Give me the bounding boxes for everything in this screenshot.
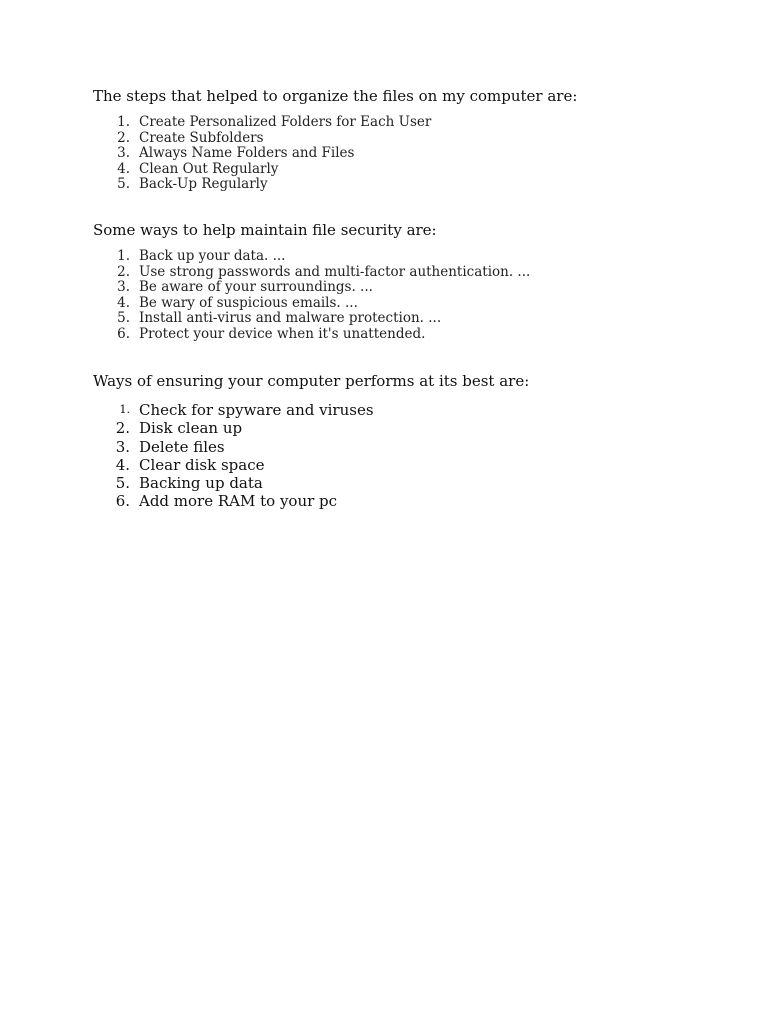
list-number: 3.	[115, 437, 130, 456]
list-number: 4.	[115, 455, 130, 474]
list-number: 1.	[117, 114, 130, 130]
list-item-text: Backing up data	[139, 474, 263, 493]
section-heading-performance: Ways of ensuring your computer performs at its best are:	[93, 372, 530, 390]
list-number: 5.	[117, 310, 130, 326]
list-item	[0, 456, 768, 474]
list-item	[0, 438, 768, 456]
list-item-text: Use strong passwords and multi-factor authentication. ...	[139, 263, 531, 280]
list-number: 2.	[115, 419, 130, 438]
list-item-text: Always Name Folders and Files	[139, 145, 355, 161]
section-heading-file-organization: The steps that helped to organize the files on my computer are:	[93, 87, 578, 105]
list-item-text: Install anti-virus and malware protection. ...	[139, 310, 442, 326]
list-item	[0, 401, 768, 419]
list-item	[0, 177, 768, 193]
list-item-text: Back up your data. ...	[139, 248, 286, 264]
list-item	[0, 296, 768, 312]
list-item	[0, 474, 768, 492]
list-item	[0, 419, 768, 437]
list-item	[0, 146, 768, 162]
list-number: 2.	[117, 129, 130, 146]
list-number: 4.	[117, 294, 130, 311]
list-number: 1.	[117, 248, 130, 264]
list-item	[0, 492, 768, 510]
list-item-text: Delete files	[139, 437, 225, 456]
list-item-text: Create Personalized Folders for Each User	[139, 114, 432, 130]
list-item-text: Create Subfolders	[139, 129, 264, 146]
list-item-text: Be wary of suspicious emails. ...	[139, 294, 358, 311]
list-number: 1.	[119, 403, 130, 416]
list-item	[0, 265, 768, 281]
list-item-text: Disk clean up	[139, 419, 243, 438]
list-item-text: Back-Up Regularly	[139, 176, 268, 192]
performance-list	[0, 401, 768, 511]
section-heading-file-security: Some ways to help maintain file security are:	[93, 221, 437, 239]
list-number: 3.	[117, 145, 130, 161]
list-item-text: Add more RAM to your pc	[139, 492, 338, 511]
list-number: 6.	[115, 492, 130, 511]
list-item-text: Clear disk space	[139, 455, 265, 474]
list-item-text: Be aware of your surroundings. ...	[139, 279, 373, 295]
list-number: 5.	[117, 176, 130, 192]
list-item	[0, 280, 768, 296]
list-number: 6.	[117, 325, 130, 342]
list-item	[0, 311, 768, 327]
list-number: 3.	[117, 279, 130, 295]
list-number: 4.	[117, 160, 130, 177]
list-item-text: Clean Out Regularly	[139, 160, 279, 177]
list-item	[0, 131, 768, 147]
list-number: 5.	[115, 474, 130, 493]
list-number: 2.	[117, 263, 130, 280]
list-item	[0, 249, 768, 265]
list-item	[0, 162, 768, 178]
file-security-list	[0, 249, 768, 342]
list-item-text: Protect your device when it's unattended.	[139, 325, 426, 342]
list-item-text: Check for spyware and viruses	[139, 401, 374, 419]
list-item	[0, 327, 768, 343]
file-organization-list	[0, 115, 768, 193]
list-item	[0, 115, 768, 131]
